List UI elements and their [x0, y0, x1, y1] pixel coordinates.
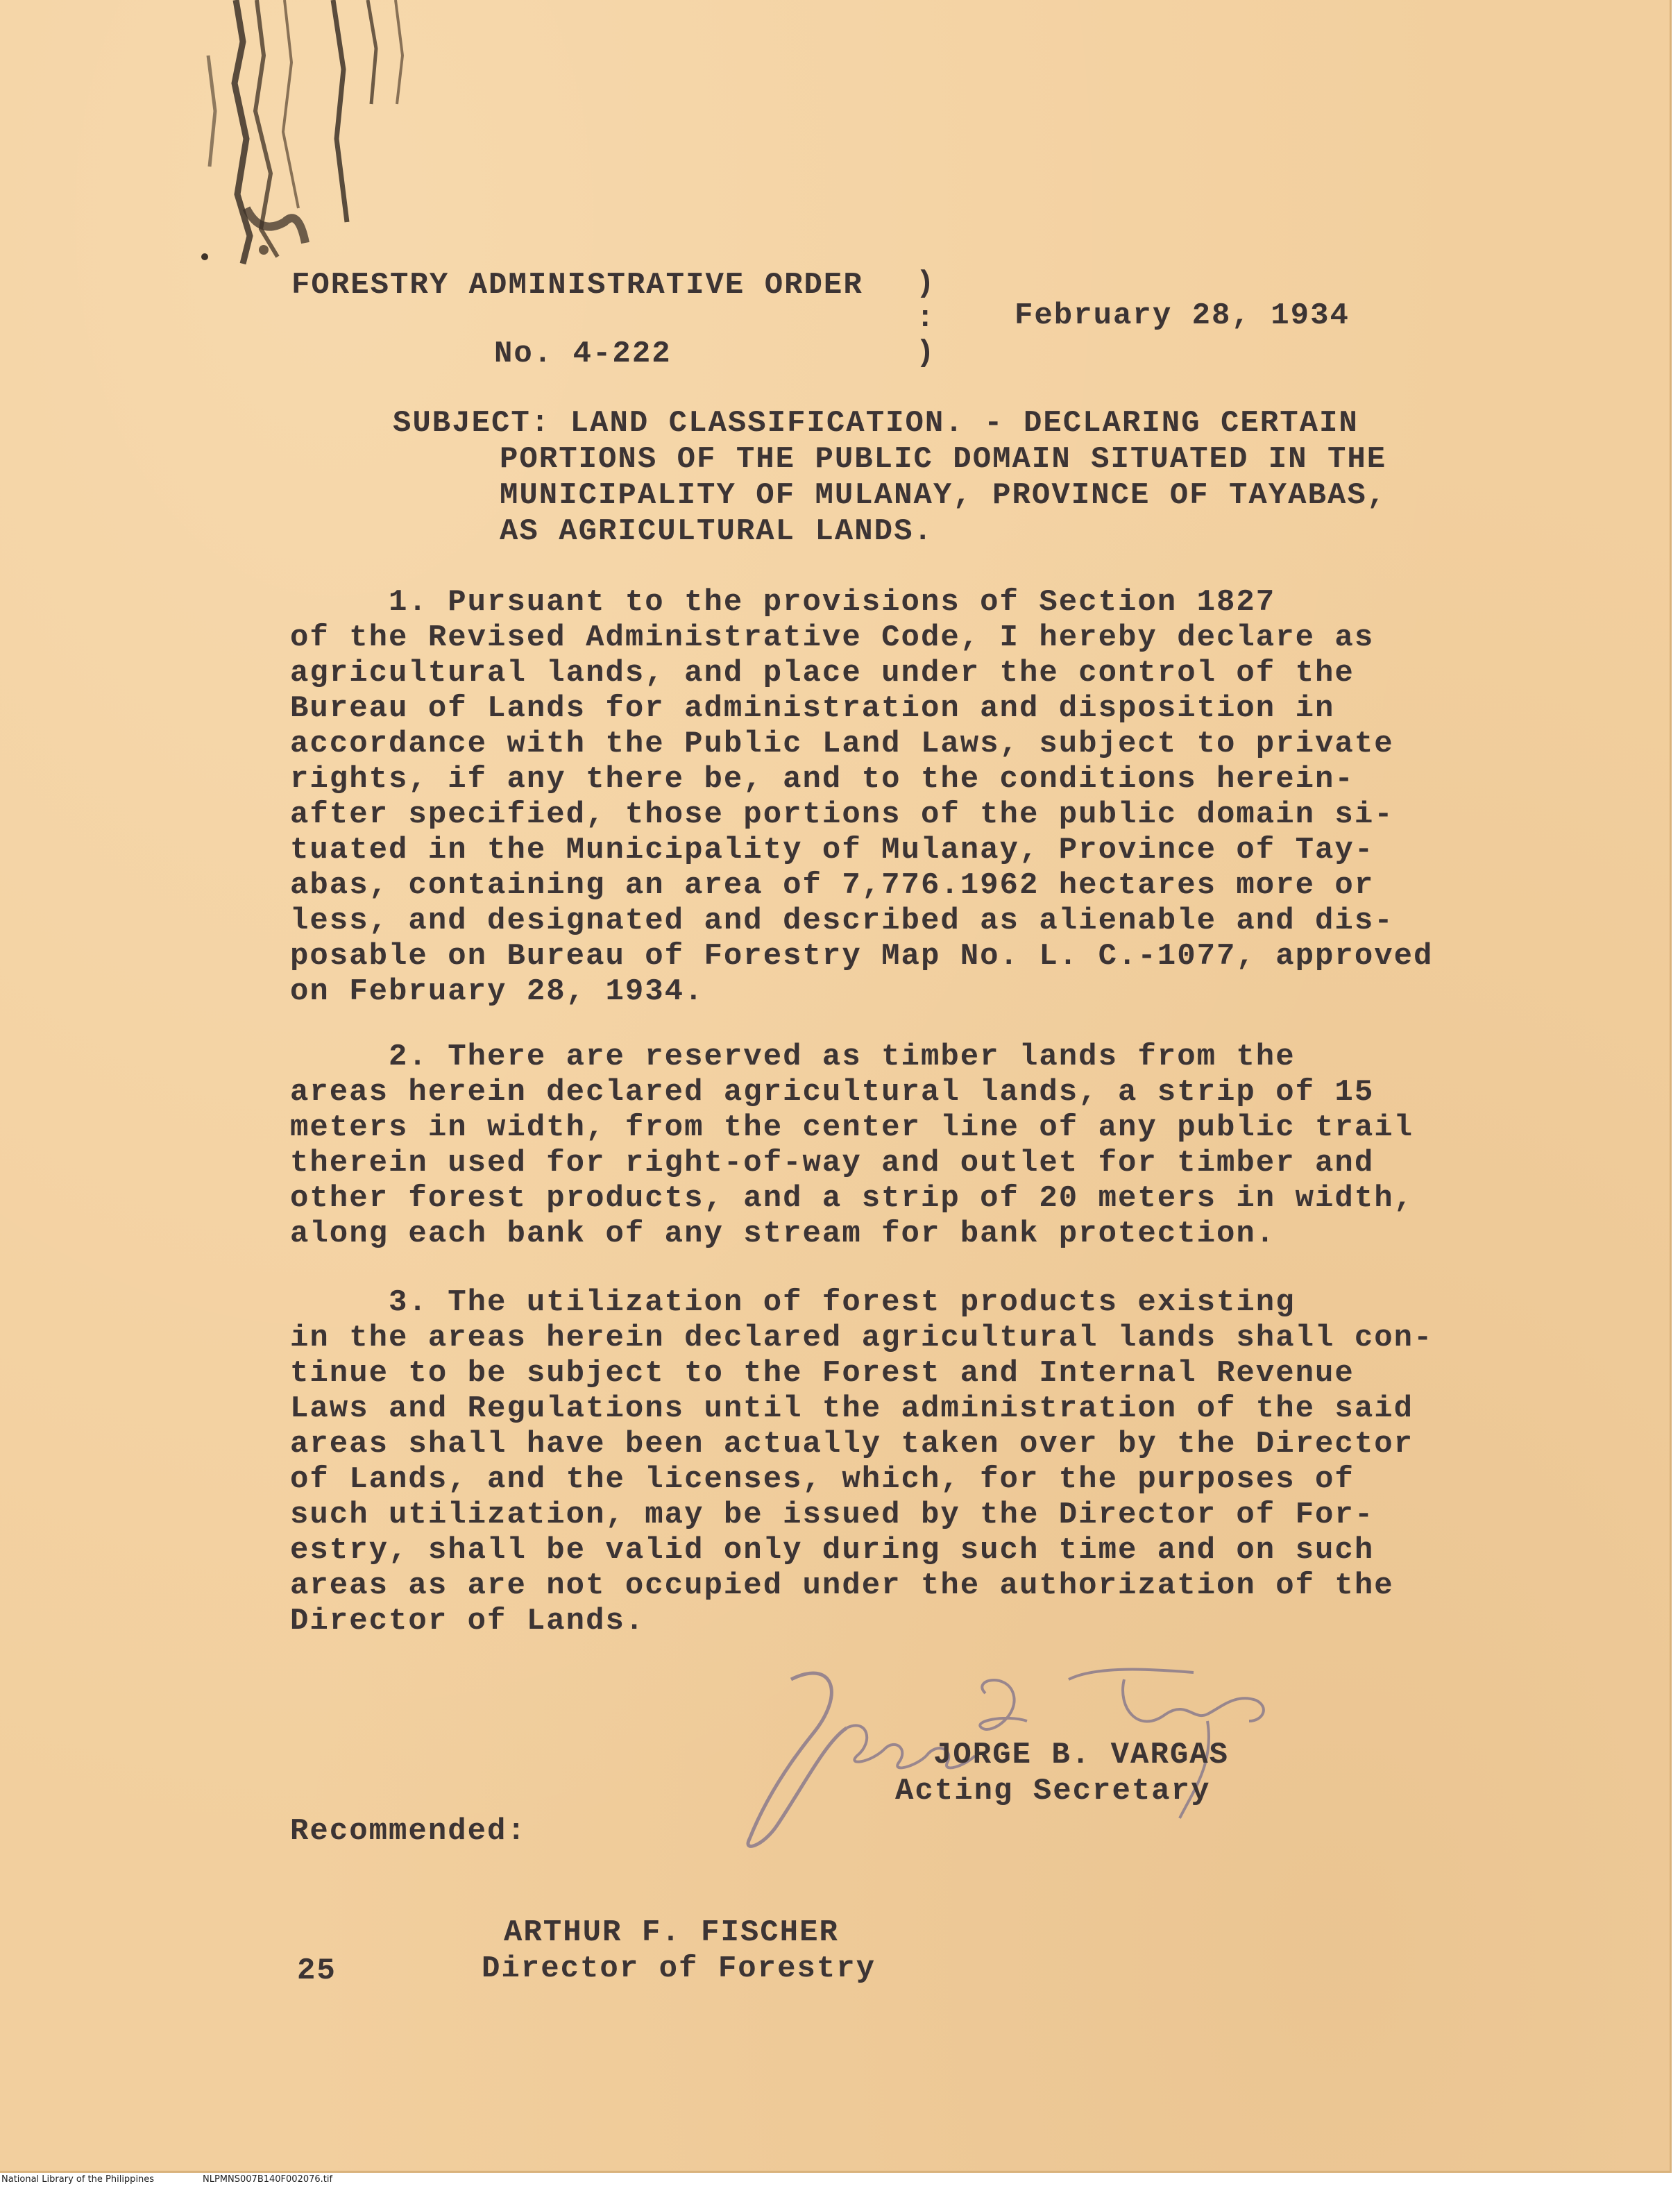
recommender-title: Director of Forestry [482, 1951, 876, 1986]
body-line: areas as are not occupied under the authorization of the [290, 1568, 1394, 1603]
recommended-label: Recommended: [290, 1814, 527, 1849]
body-line: on February 28, 1934. [290, 974, 704, 1009]
body-line: Director of Lands. [290, 1604, 645, 1638]
body-line: therein used for right-of-way and outlet for timber and [290, 1146, 1375, 1180]
body-line: posable on Bureau of Forestry Map No. L. C.-1077, approved [290, 939, 1434, 974]
body-line: areas shall have been actually taken over by the Director [290, 1427, 1414, 1461]
header-bracket-mid: : [916, 301, 936, 336]
subject-line: MUNICIPALITY OF MULANAY, PROVINCE OF TAYABAS, [500, 478, 1387, 513]
body-line: such utilization, may be issued by the Director of For- [290, 1498, 1375, 1532]
body-line: of Lands, and the licenses, which, for the purposes of [290, 1462, 1355, 1497]
body-line: other forest products, and a strip of 20 meters in width, [290, 1181, 1414, 1216]
body-line: abas, containing an area of 7,776.1962 hectares more or [290, 868, 1375, 903]
recommender-name: ARTHUR F. FISCHER [504, 1915, 839, 1950]
body-line: less, and designated and described as alienable and dis- [290, 904, 1394, 938]
order-number: No. 4-222 [494, 337, 672, 371]
body-line: 3. The utilization of forest products existing [290, 1285, 1296, 1320]
body-line: 2. There are reserved as timber lands from the [290, 1040, 1296, 1074]
page-number: 25 [297, 1954, 337, 1988]
body-line: areas herein declared agricultural lands, a strip of 15 [290, 1075, 1375, 1110]
ink-stain-marks-right [278, 0, 416, 229]
subject-line: PORTIONS OF THE PUBLIC DOMAIN SITUATED IN THE [500, 442, 1387, 477]
footer-file-name: NLPMNS007B140F002076.tif [203, 2174, 333, 2185]
body-line: along each bank of any stream for bank protection. [290, 1217, 1276, 1251]
body-line: tinue to be subject to the Forest and Internal Revenue [290, 1356, 1355, 1391]
body-line: estry, shall be valid only during such time and on such [290, 1533, 1375, 1568]
footer-library-credit: National Library of the Philippines [1, 2174, 155, 2185]
order-date: February 28, 1934 [1015, 298, 1350, 333]
body-line: after specified, those portions of the public domain si- [290, 797, 1394, 832]
signatory-name: JORGE B. VARGAS [933, 1738, 1230, 1772]
header-bracket-bottom: ) [916, 336, 936, 371]
subject-line: SUBJECT: LAND CLASSIFICATION. - DECLARING CERTAIN [393, 406, 1359, 441]
body-line: of the Revised Administrative Code, I hereby declare as [290, 620, 1375, 655]
header-bracket-top: ) [916, 266, 936, 301]
body-line: in the areas herein declared agricultural lands shall con- [290, 1321, 1434, 1355]
body-line: meters in width, from the center line of any public trail [290, 1110, 1414, 1145]
subject-line: AS AGRICULTURAL LANDS. [500, 514, 933, 549]
body-line: Laws and Regulations until the administration of the said [290, 1391, 1414, 1426]
body-line: rights, if any there be, and to the conditions herein- [290, 762, 1355, 797]
body-line: Bureau of Lands for administration and disposition in [290, 691, 1335, 726]
order-title: FORESTRY ADMINISTRATIVE ORDER [291, 268, 863, 303]
body-line: agricultural lands, and place under the control of the [290, 656, 1355, 690]
body-line: 1. Pursuant to the provisions of Section 1827 [290, 585, 1276, 620]
body-line: tuated in the Municipality of Mulanay, Province of Tay- [290, 833, 1375, 867]
signatory-title: Acting Secretary [895, 1774, 1211, 1808]
body-line: accordance with the Public Land Laws, subject to private [290, 727, 1394, 761]
